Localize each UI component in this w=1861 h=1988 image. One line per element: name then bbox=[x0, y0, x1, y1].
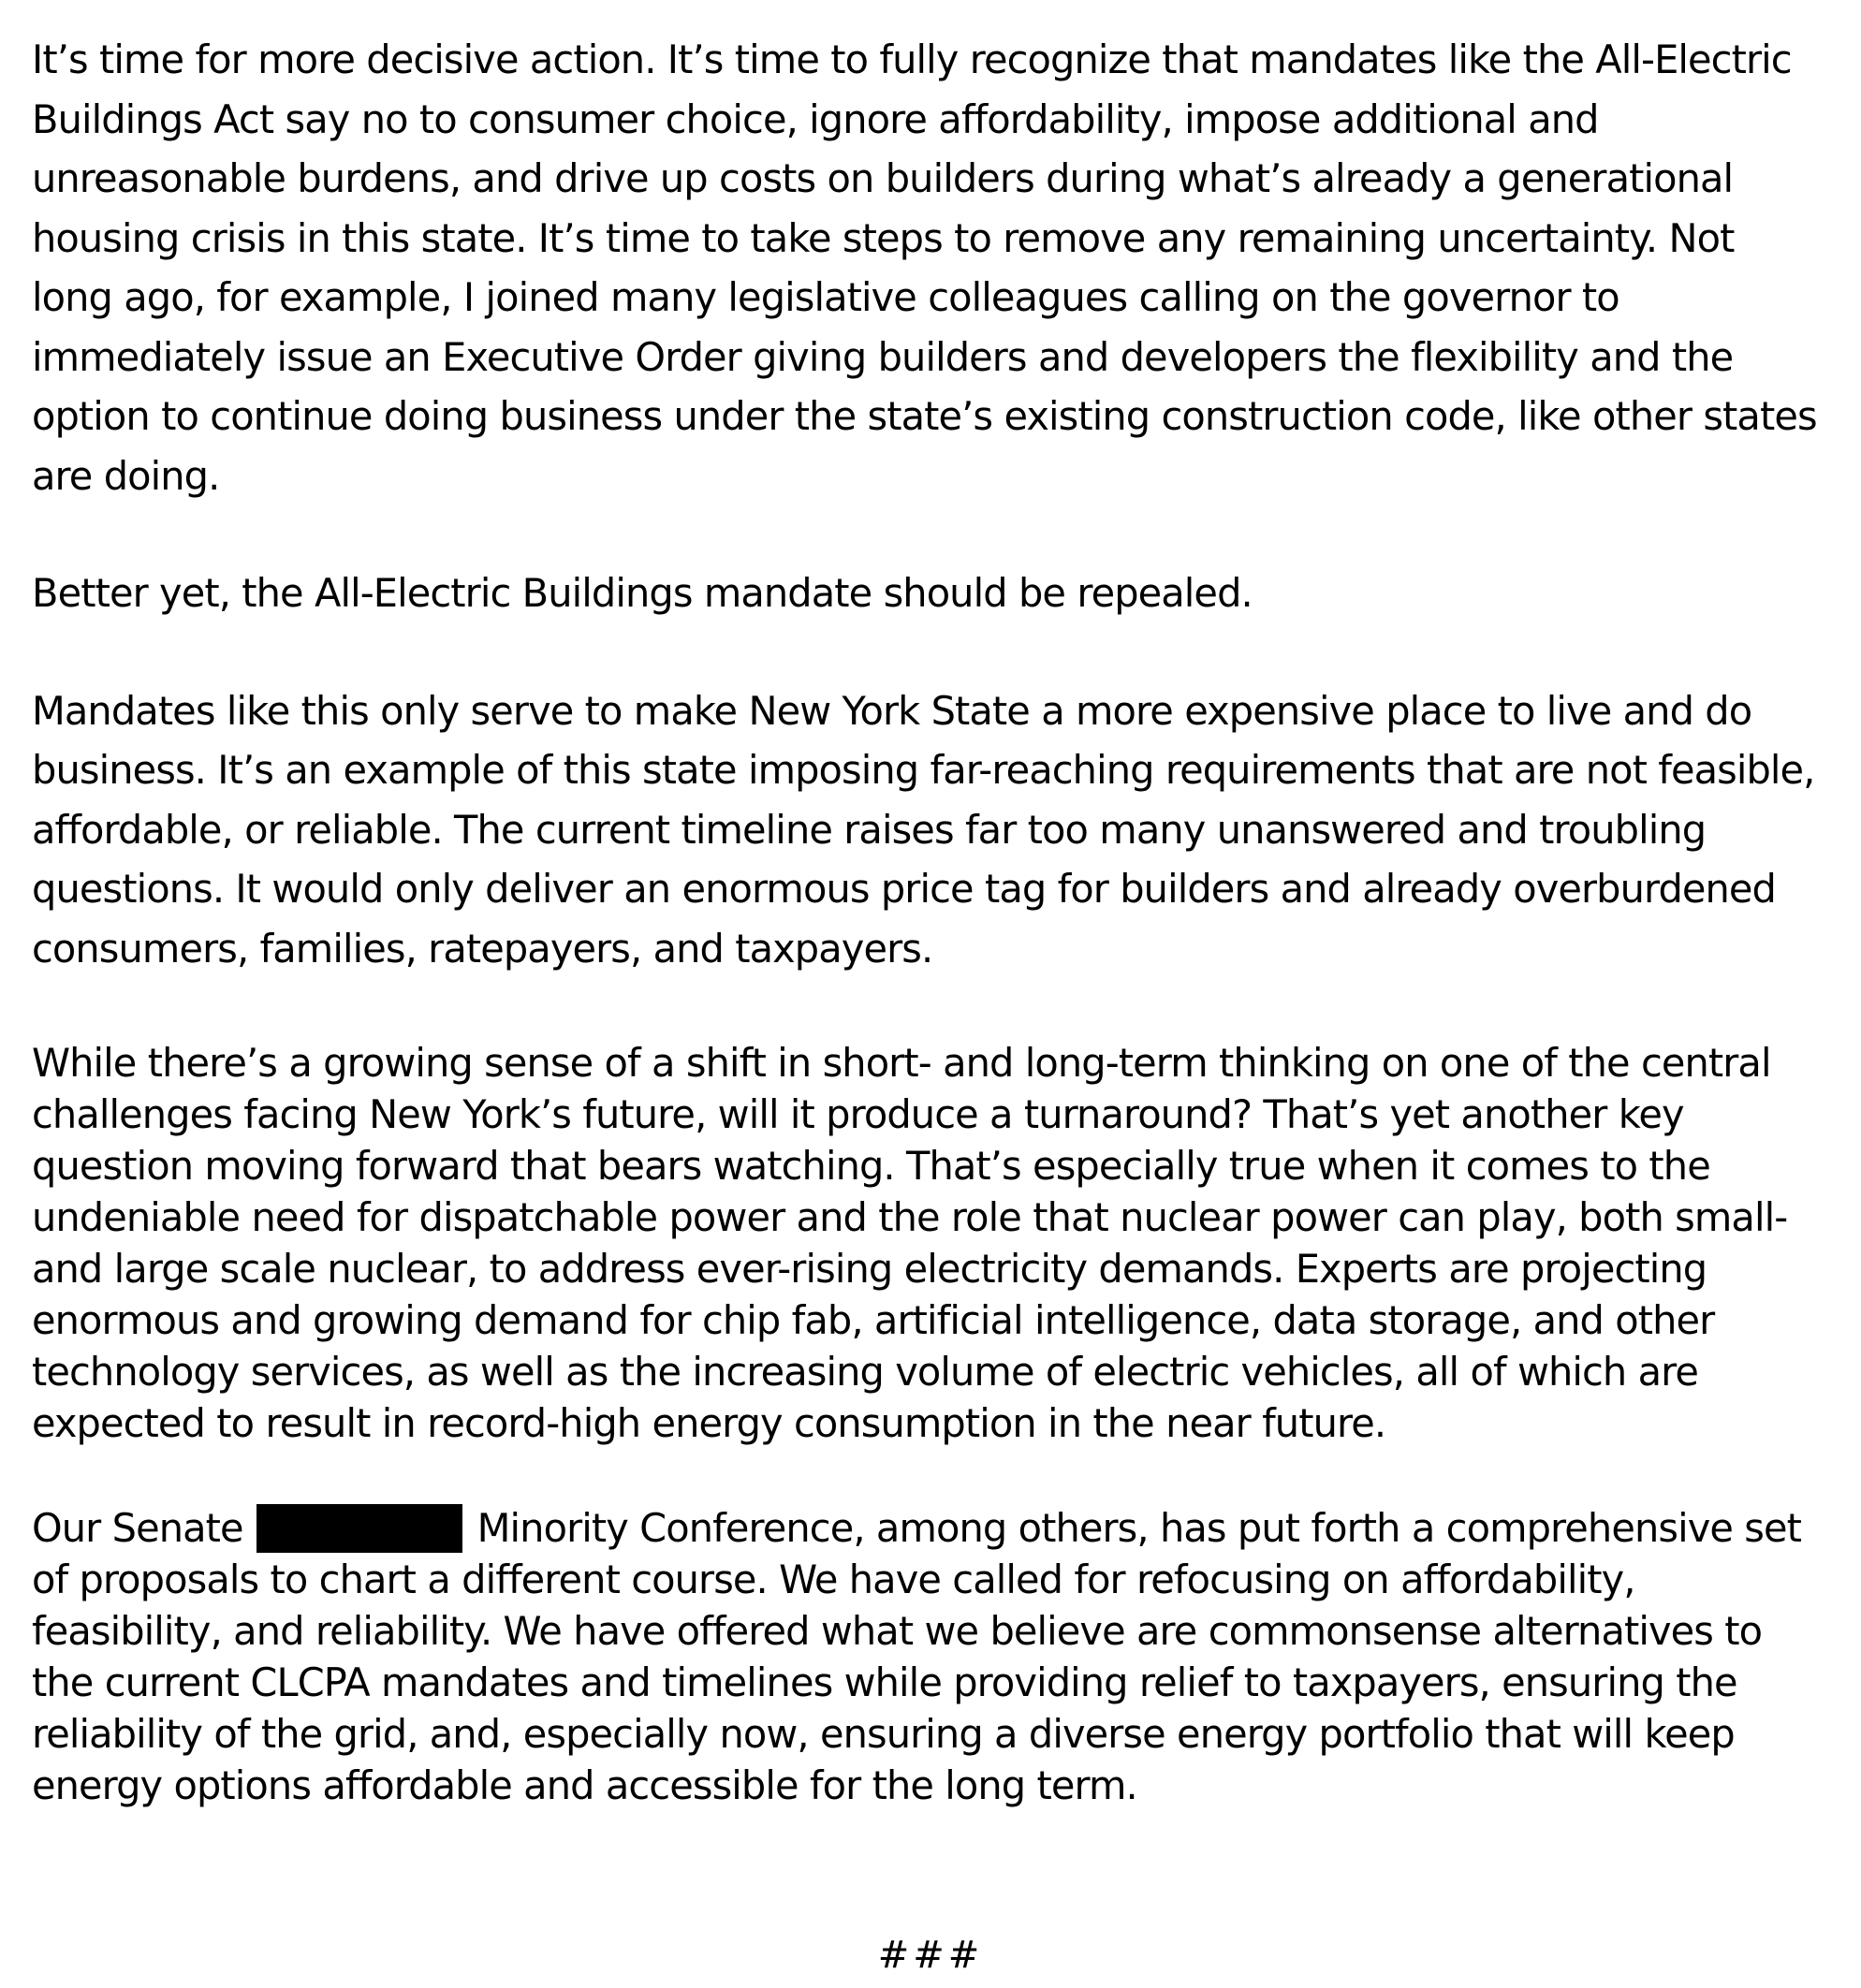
press-release-body bbox=[32, 30, 1848, 1811]
text-line: immediately issue an Executive Order giving builders and developers the flexibility and the bbox=[32, 333, 1734, 380]
text-line: technology services, as well as the increasing volume of electric vehicles, all of which are bbox=[32, 1349, 1699, 1395]
text-line: expected to result in record-high energy consumption in the near future. bbox=[32, 1400, 1386, 1446]
text-line: It’s time for more decisive action. It’s time to fully recognize that mandates like the All-Electric bbox=[32, 37, 1792, 82]
paragraph-repeal bbox=[32, 563, 1848, 623]
text-line: Buildings Act say no to consumer choice, ignore affordability, impose additional and bbox=[32, 95, 1599, 142]
text-line: challenges facing New York’s future, will it produce a turnaround? That’s yet another key bbox=[32, 1091, 1684, 1137]
text-line: Better yet, the All-Electric Buildings mandate should be repealed. bbox=[32, 570, 1253, 616]
text-before-redaction: Our Senate bbox=[32, 1505, 243, 1551]
text-line: are doing. bbox=[32, 452, 220, 499]
text-line: questions. It would only deliver an enormous price tag for builders and already overburdened bbox=[32, 866, 1776, 912]
text-after-redaction: Minority Conference, among others, has put forth a comprehensive set bbox=[476, 1505, 1802, 1551]
text-line: While there’s a growing sense of a shift in short- and long-term thinking on one of the central bbox=[32, 1040, 1771, 1086]
paragraph-decisive-action bbox=[32, 30, 1848, 505]
text-line: feasibility, and reliability. We have offered what we believe are commonsense alternatives to bbox=[32, 1608, 1763, 1654]
text-line: option to continue doing business under the state’s existing construction code, like other states bbox=[32, 393, 1817, 439]
text-line: energy options affordable and accessible for the long term. bbox=[32, 1762, 1137, 1808]
text-line: undeniable need for dispatchable power and the role that nuclear power can play, both small- bbox=[32, 1194, 1788, 1240]
text-line: long ago, for example, I joined many legislative colleagues calling on the governor to bbox=[32, 274, 1619, 320]
text-line: affordable, or reliable. The current timeline raises far too many unanswered and troubling bbox=[32, 806, 1707, 853]
text-line: reliability of the grid, and, especially now, ensuring a diverse energy portfolio that will keep bbox=[32, 1711, 1735, 1757]
end-of-release-mark: ### bbox=[877, 1934, 984, 1977]
text-line: housing crisis in this state. It’s time to take steps to remove any remaining uncertainty. Not bbox=[32, 214, 1735, 261]
redaction-bar bbox=[256, 1504, 462, 1553]
text-line: Mandates like this only serve to make New York State a more expensive place to live and do bbox=[32, 687, 1752, 734]
text-line: consumers, families, ratepayers, and taxpayers. bbox=[32, 925, 933, 972]
text-line: question moving forward that bears watching. That’s especially true when it comes to the bbox=[32, 1143, 1710, 1189]
text-line: and large scale nuclear, to address ever-rising electricity demands. Experts are projecting bbox=[32, 1246, 1707, 1292]
text-line: the current CLCPA mandates and timelines while providing relief to taxpayers, ensuring the bbox=[32, 1659, 1737, 1705]
text-line: unreasonable burdens, and drive up costs on builders during what’s already a generational bbox=[32, 155, 1734, 201]
text-line: business. It’s an example of this state imposing far-reaching requirements that are not feasible, bbox=[32, 747, 1815, 793]
paragraph-energy-demand bbox=[32, 1037, 1848, 1449]
text-line: of proposals to chart a different course. We have called for refocusing on affordability, bbox=[32, 1557, 1635, 1602]
paragraph-senate-proposals bbox=[32, 1502, 1848, 1811]
text-line-with-redaction bbox=[32, 1502, 1848, 1554]
text-line: enormous and growing demand for chip fab, artificial intelligence, data storage, and other bbox=[32, 1297, 1715, 1343]
paragraph-mandates-cost bbox=[32, 681, 1848, 979]
